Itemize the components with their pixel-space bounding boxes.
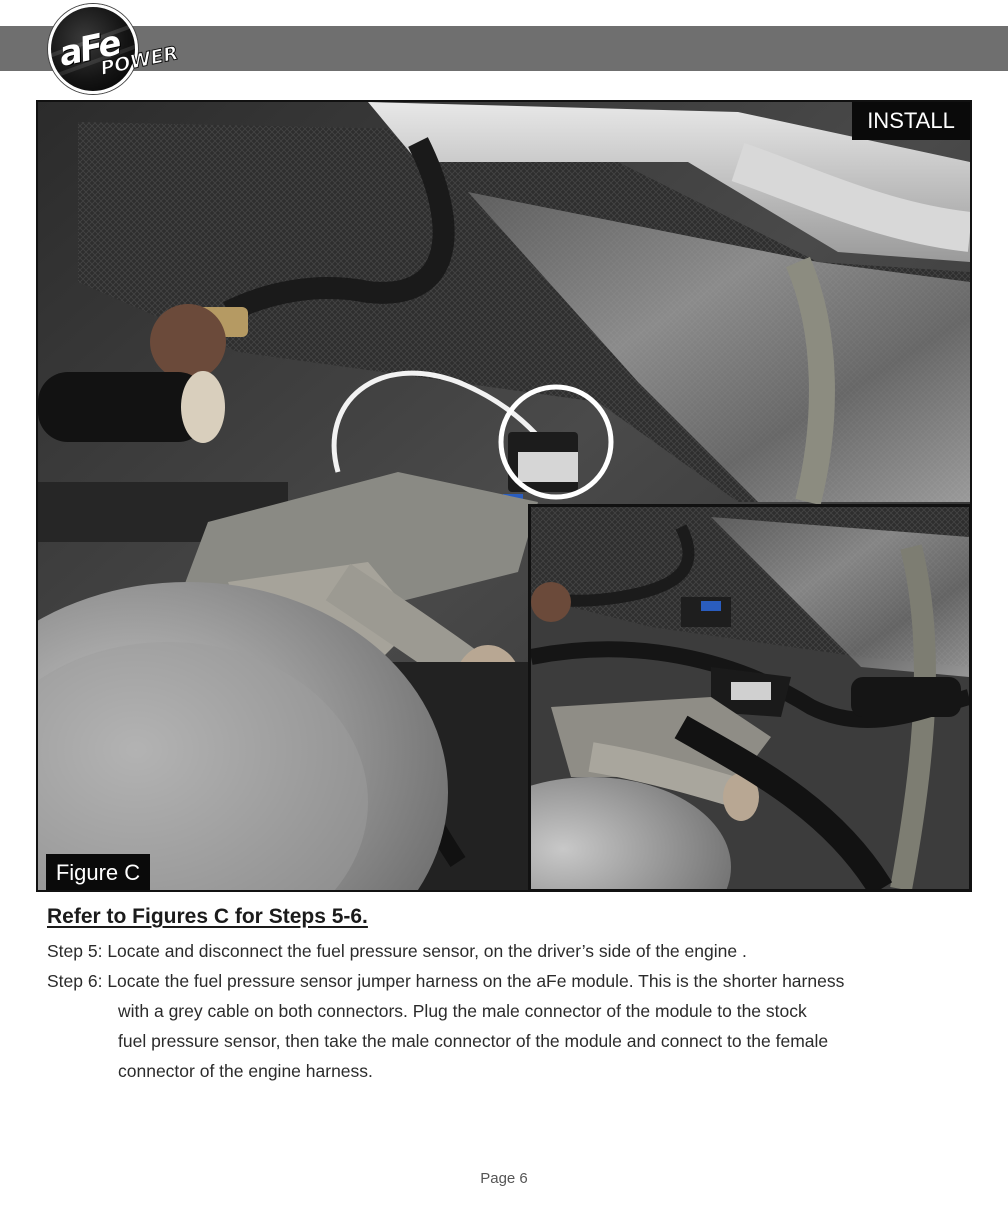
inset-engine-photo <box>531 507 969 889</box>
step-6-line: fuel pressure sensor, then take the male connector of the module and connect to the female <box>118 1031 829 1051</box>
figure-c-photo <box>36 100 972 892</box>
inset-photo <box>528 504 972 892</box>
step-6-line: connector of the engine harness. <box>118 1061 373 1081</box>
logo-disc <box>48 4 138 94</box>
page-number: Page 6 <box>480 1170 528 1187</box>
logo-text-afe: aFe <box>55 23 124 75</box>
install-tag: INSTALL <box>852 102 970 140</box>
figure-caption: Figure C <box>46 854 150 892</box>
step-6-text <box>47 966 977 1086</box>
step-5-text: Step 5: Locate and disconnect the fuel pressure sensor, on the driver’s side of the engine . <box>47 941 747 961</box>
logo-text-power: POWER <box>98 42 181 80</box>
step-6-line: Step 6: Locate the fuel pressure sensor jumper harness on the aFe module. This is the shorter harness <box>47 971 845 991</box>
step-6-line: with a grey cable on both connectors. Plug the male connector of the module to the stock <box>118 1001 807 1021</box>
section-heading: Refer to Figures C for Steps 5-6. <box>47 905 368 928</box>
afe-power-logo <box>46 4 194 94</box>
